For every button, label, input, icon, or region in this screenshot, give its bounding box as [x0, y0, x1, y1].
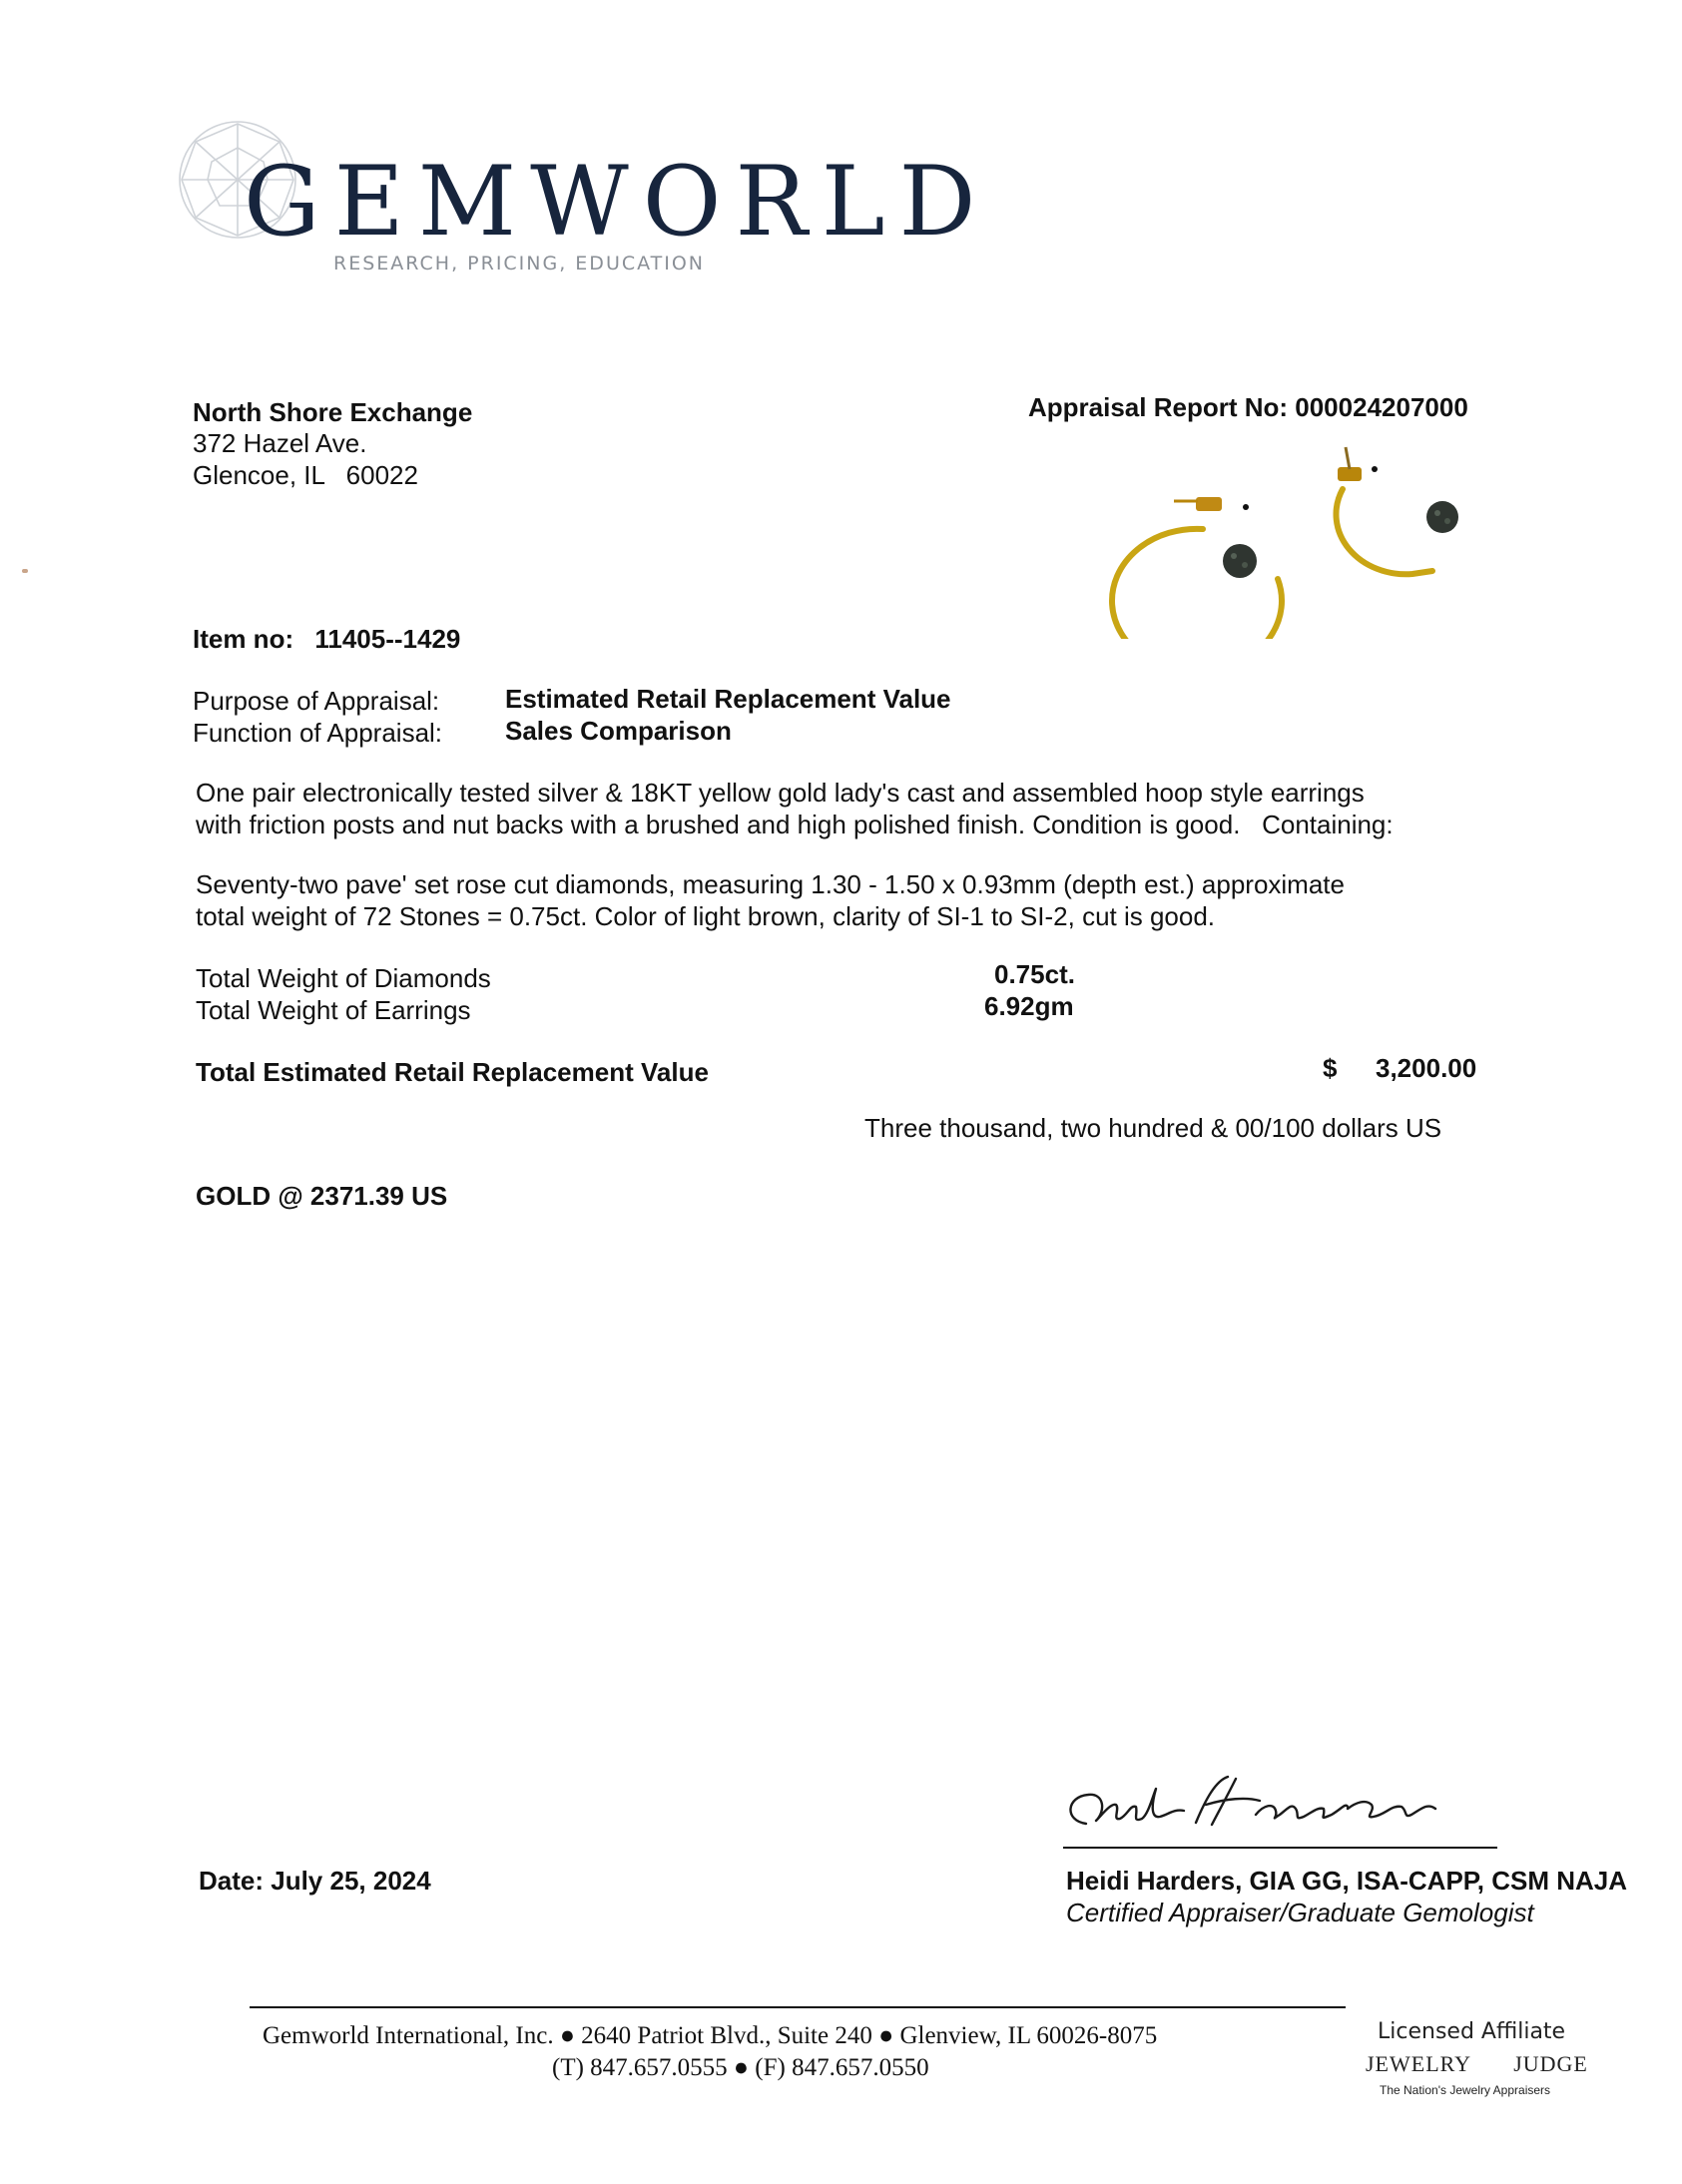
item-number-value: 11405--1429 [314, 624, 461, 654]
footer-rule [250, 2006, 1346, 2008]
function-value: Sales Comparison [505, 716, 732, 746]
report-number-label: Appraisal Report No: [1028, 392, 1289, 422]
purpose-label: Purpose of Appraisal: [193, 686, 440, 716]
description-line2: with friction posts and nut backs with a brushed and high polished finish. Condition is good. Containing: [196, 810, 1394, 839]
total-value-amount: 3,200.00 [1376, 1053, 1477, 1083]
report-number [1028, 391, 1468, 423]
affiliate-label: Licensed Affiliate [1378, 2019, 1566, 2044]
footer-phone: (T) 847.657.0555 ● (F) 847.657.0550 [552, 2054, 929, 2081]
stones-line2: total weight of 72 Stones = 0.75ct. Color of light brown, clarity of SI-1 to SI-2, cut is good. [196, 901, 1216, 931]
hoop-earrings-photo [1088, 439, 1487, 639]
diamonds-weight-value: 0.75ct. [994, 959, 1075, 989]
affiliate-brand-left: JEWELRY [1366, 2051, 1471, 2076]
handwritten-signature [1056, 1759, 1455, 1839]
item-number [193, 623, 460, 655]
total-value-currency: $ [1323, 1053, 1338, 1083]
affiliate-brand-right: JUDGE [1513, 2051, 1588, 2076]
item-number-label: Item no: [193, 624, 294, 654]
client-name: North Shore Exchange [193, 397, 473, 427]
earrings-weight-value: 6.92gm [984, 991, 1074, 1021]
footer-address: Gemworld International, Inc. ● 2640 Patriot Blvd., Suite 240 ● Glenview, IL 60026-8075 [263, 2022, 1158, 2049]
client-address-line2: Glencoe, IL 60022 [193, 460, 418, 490]
total-value-in-words: Three thousand, two hundred & 00/100 dollars US [864, 1113, 1442, 1143]
affiliate-brand [1366, 2050, 1588, 2078]
logo-wordmark: GEMWORLD [244, 146, 990, 258]
report-number-value: 000024207000 [1295, 392, 1468, 422]
appraisal-date: Date: July 25, 2024 [199, 1866, 431, 1896]
purpose-value: Estimated Retail Replacement Value [505, 684, 951, 714]
client-address-line1: 372 Hazel Ave. [193, 428, 367, 458]
total-value-label: Total Estimated Retail Replacement Value [196, 1057, 709, 1087]
logo-tagline: RESEARCH, PRICING, EDUCATION [333, 253, 706, 274]
description-line1: One pair electronically tested silver & 18KT yellow gold lady's cast and assembled hoop style earrings [196, 778, 1365, 808]
function-label: Function of Appraisal: [193, 718, 443, 748]
diamonds-weight-label: Total Weight of Diamonds [196, 963, 491, 993]
signature-line [1063, 1847, 1497, 1849]
stones-line1: Seventy-two pave' set rose cut diamonds, measuring 1.30 - 1.50 x 0.93mm (depth est.) approximate [196, 869, 1345, 899]
gold-price: GOLD @ 2371.39 US [196, 1181, 448, 1211]
appraiser-title: Certified Appraiser/Graduate Gemologist [1066, 1898, 1534, 1927]
affiliate-tagline: The Nation's Jewelry Appraisers [1380, 2083, 1551, 2097]
earrings-weight-label: Total Weight of Earrings [196, 995, 471, 1025]
appraiser-name: Heidi Harders, GIA GG, ISA-CAPP, CSM NAJA [1066, 1866, 1628, 1896]
stray-mark [22, 569, 28, 573]
